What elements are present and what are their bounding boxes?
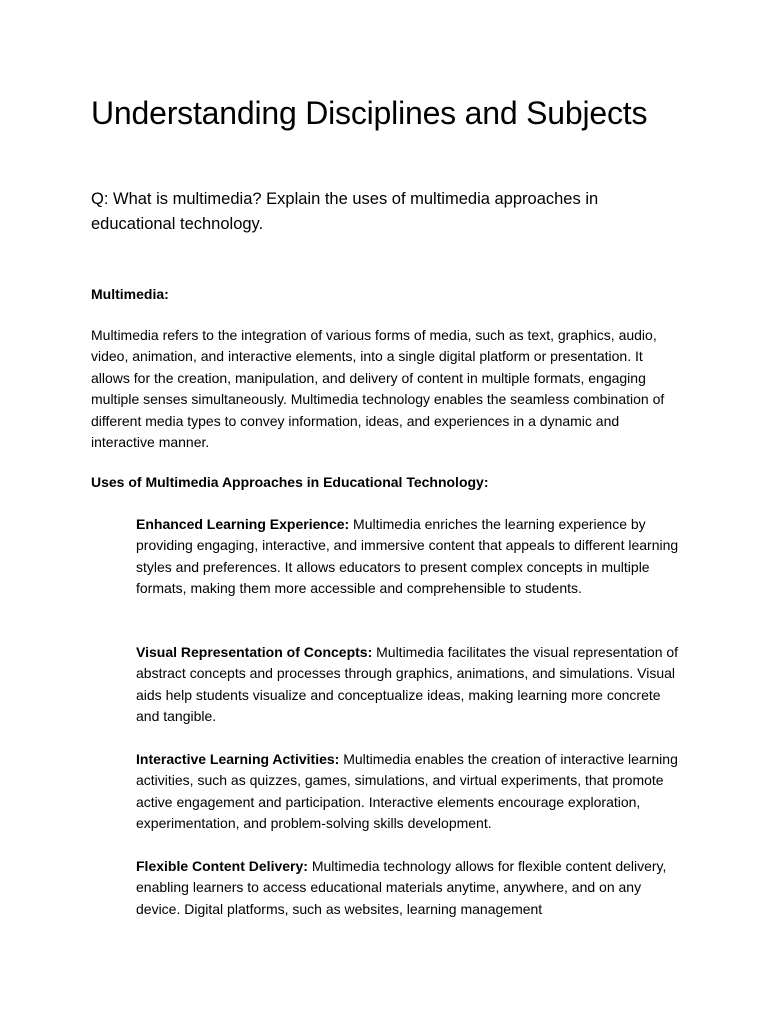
use-item-interactive-activities (136, 749, 684, 835)
use-item-enhanced-learning (136, 514, 684, 600)
use-item-title: Visual Representation of Concepts: (136, 644, 373, 660)
use-item-title: Flexible Content Delivery: (136, 858, 308, 874)
use-item-text: Multimedia technology allows for flexible content delivery, enabling learners to access educational materials anytime, anywhere, and on any device. Digital platforms, such as websites, learning management (136, 858, 667, 917)
uses-heading: Uses of Multimedia Approaches in Educational Technology: (91, 474, 489, 490)
question-text: Q: What is multimedia? Explain the uses of multimedia approaches in educational technology. (91, 190, 599, 233)
use-item-title: Enhanced Learning Experience: (136, 516, 350, 532)
use-item-flexible-delivery (136, 856, 684, 920)
use-item-title: Interactive Learning Activities: (136, 751, 340, 767)
use-item-text: Multimedia facilitates the visual representation of abstract concepts and processes through graphics, animations, and simulations. Visual aids help students visualize and conceptualize ideas, making learning more concrete and tangible. (136, 644, 679, 725)
multimedia-heading: Multimedia: (91, 286, 169, 302)
use-item-text: Multimedia enriches the learning experience by providing engaging, interactive, and immersive content that appeals to different learning styles and preferences. It allows educators to present complex concepts in multiple formats, making them more accessible and comprehensible to students. (136, 516, 679, 597)
multimedia-paragraph: Multimedia refers to the integration of various forms of media, such as text, graphics, audio, video, animation, and interactive elements, into a single digital platform or presentation. It allows for the creation, manipulation, and delivery of content in multiple formats, engaging multiple senses simultaneously. Multimedia technology enables the seamless combination of different media types to convey information, ideas, and experiences in a dynamic and interactive manner. (91, 327, 665, 451)
use-item-text: Multimedia enables the creation of interactive learning activities, such as quizzes, games, simulations, and virtual experiments, that promote active engagement and participation. Interactive elements encourage exploration, experimentation, and problem-solving skills development. (136, 751, 678, 832)
use-item-visual-representation (136, 642, 684, 728)
document-title: Understanding Disciplines and Subjects (91, 95, 648, 131)
